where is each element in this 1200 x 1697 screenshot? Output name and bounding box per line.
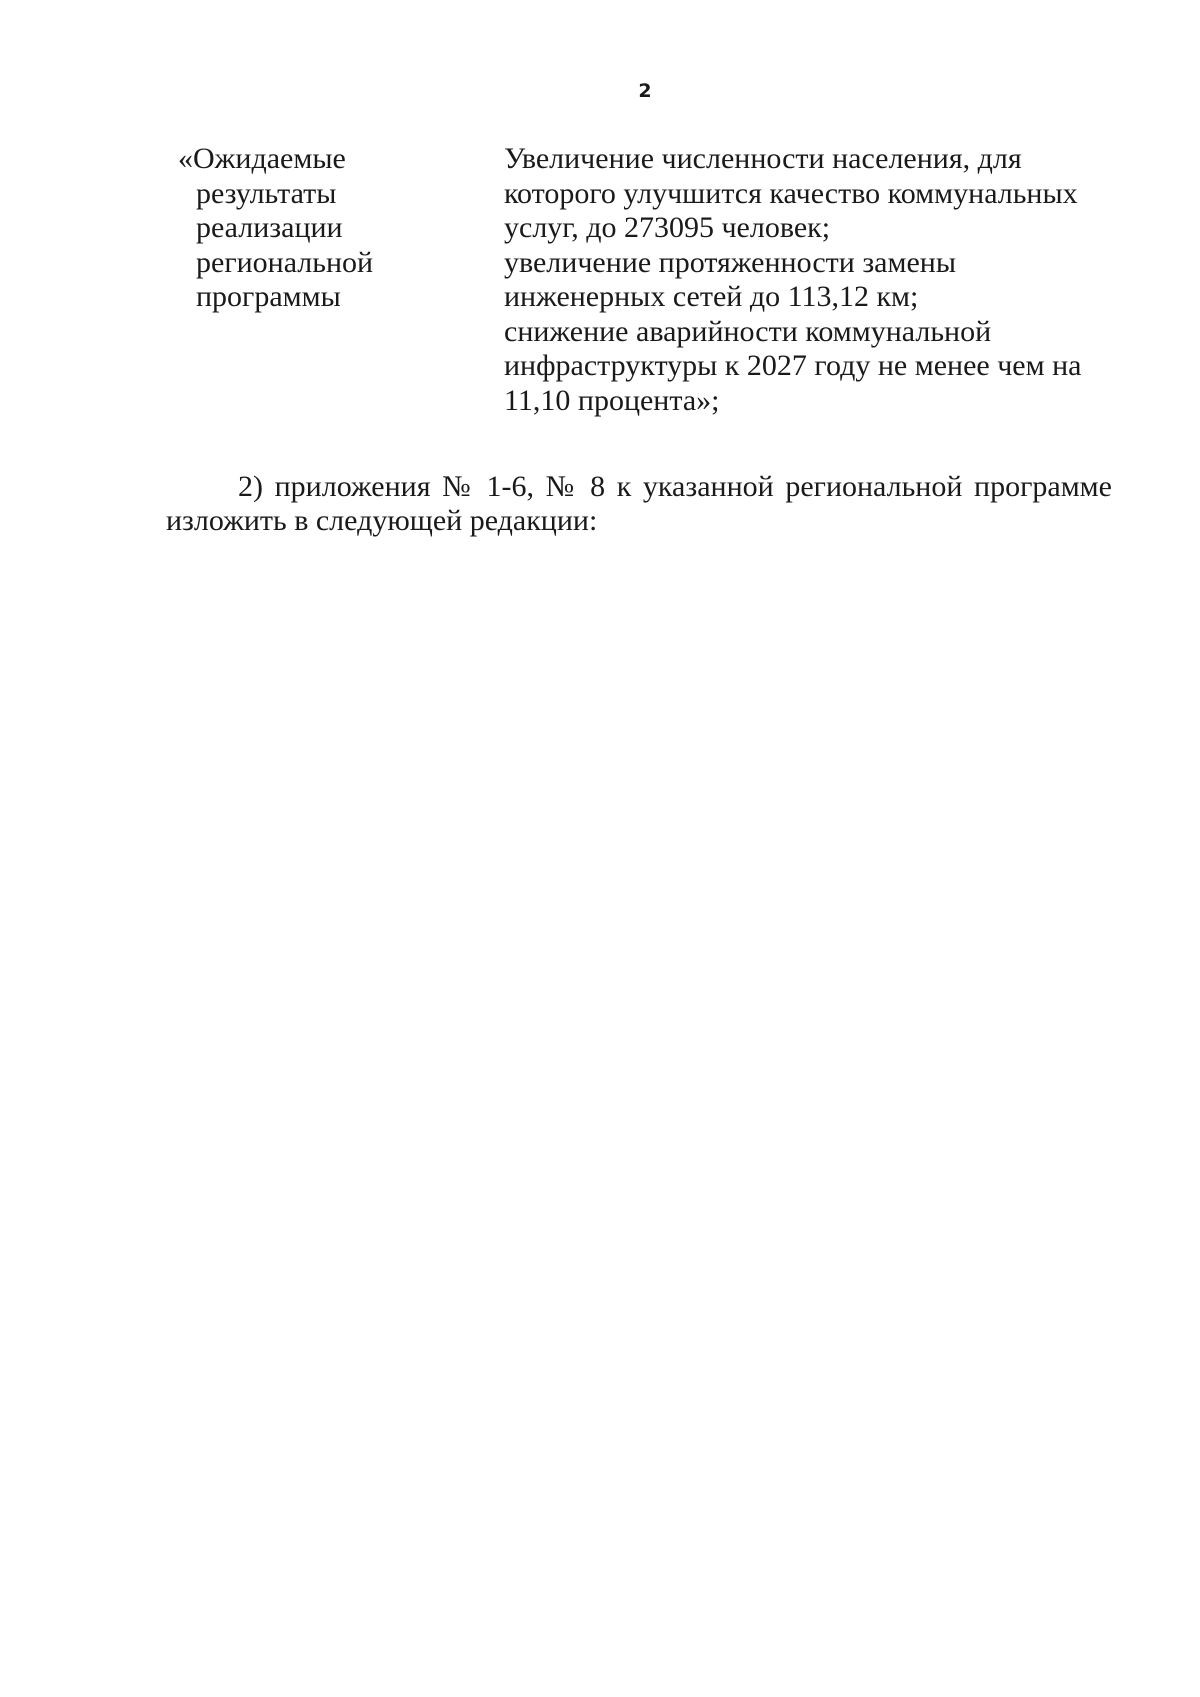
- value-line: Увеличение численности населения, для: [504, 142, 1022, 175]
- label-line: региональной: [196, 245, 374, 279]
- value-line: увеличение протяженности замены: [504, 245, 956, 279]
- amendment-paragraph: [166, 470, 1112, 538]
- page-number: 2: [638, 80, 652, 102]
- label-line: программы: [196, 280, 341, 313]
- value-line: инженерных сетей до 113,12 км;: [504, 280, 919, 313]
- paragraph-line: изложить в следующей редакции:: [166, 504, 598, 537]
- value-line: инфраструктуры к 2027 году не менее чем на: [504, 349, 1082, 382]
- paragraph-line: 2) приложения № 1-6, № 8 к указанной региональной программе: [238, 470, 1112, 503]
- label-line: результаты: [196, 176, 337, 210]
- value-line: услуг, до 273095 человек;: [504, 211, 831, 244]
- passport-table-row: [178, 142, 1108, 418]
- passport-row-value: [504, 142, 1108, 418]
- value-line: снижение аварийности коммунальной: [504, 314, 992, 348]
- passport-row-label: [178, 142, 504, 418]
- value-line: которого улучшится качество коммунальных: [504, 176, 1078, 210]
- label-line: реализации: [196, 211, 343, 244]
- value-line: 11,10 процента»;: [504, 383, 720, 417]
- label-line: «Ожидаемые: [178, 142, 346, 175]
